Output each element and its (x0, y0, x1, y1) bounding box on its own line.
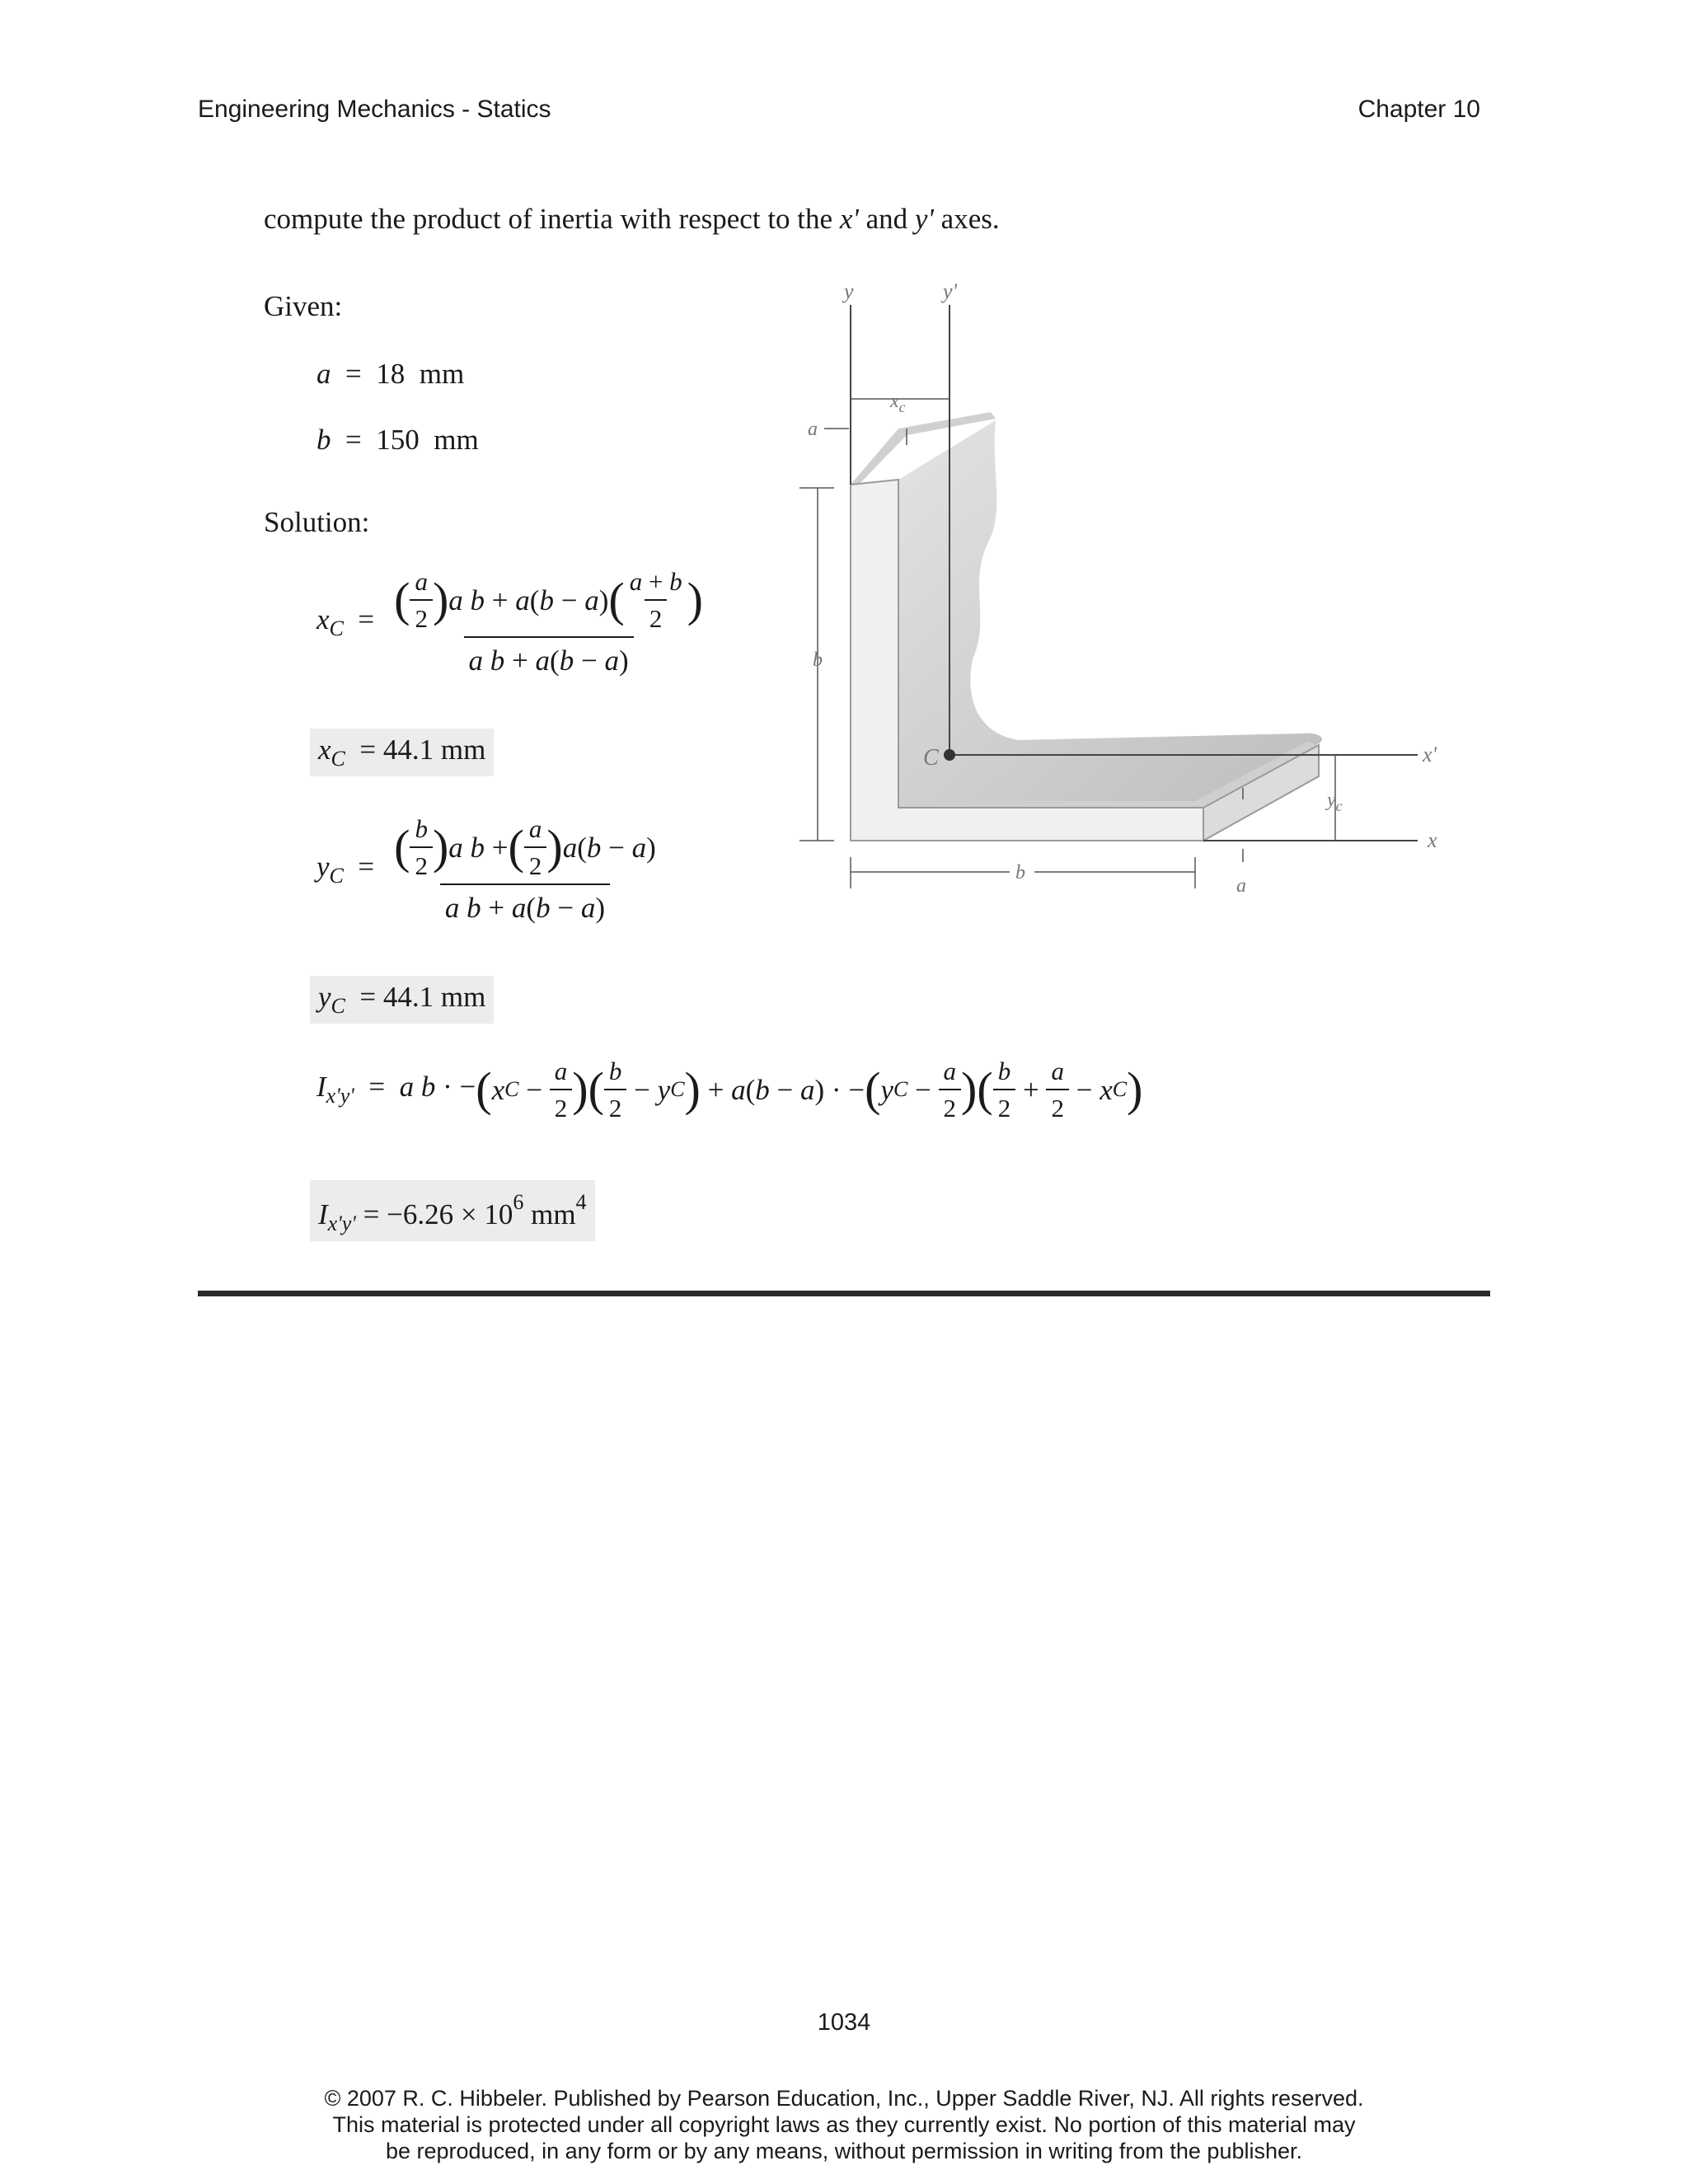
ixy-result-unit-exponent: 4 (575, 1190, 587, 1214)
footer-line-3: be reproduced, in any form or by any means, without permission in writing from the publisher. (385, 2139, 1303, 2163)
given-b-symbol: b (316, 424, 331, 456)
xc-equation: $x_C$ = ( $\frac{a}{2}$ ) a b + a ( b − a ) ( $\frac{a + b}{2}$ ) a b + a(b − a) (316, 567, 703, 677)
given-a-unit: mm (419, 358, 465, 390)
yprime-axis-label: y' (943, 279, 958, 303)
problem-statement (264, 204, 1000, 233)
xc-result: $x_C = 44.1$ mm (310, 729, 494, 776)
yc-result: $y_C = 44.1$ mm (310, 976, 494, 1024)
yc-equation: $y_C$ = ( $\frac{b}{2}$ ) a b + ( $\frac{a}{2}$ ) a ( b − a ) a b + a(b − a) (316, 814, 656, 924)
intro-suffix: axes. (933, 203, 1000, 235)
copyright-footer (0, 2085, 1688, 2164)
b-left-label: b (813, 649, 823, 671)
given-a: a = 18 mm (316, 358, 465, 390)
x-axis-label: x (1428, 828, 1437, 852)
yc-result-value: 44.1 mm (382, 981, 486, 1013)
given-b-value: 150 (376, 424, 420, 456)
yc-dimension-label: $y_c$ (1327, 790, 1343, 814)
ixy-equation: $I_{x'y'} = a$ b · − ( x C − $\frac{a}{2}$ ) ( $\frac{b}{2}$ − y C ) + a(b − a) · − ( y C − $\frac{a}{2}$ ) ( $\frac{b}{2}$ + $\frac{a}{2}$ − x C ) (316, 1057, 1143, 1122)
running-header-chapter: Chapter 10 (1357, 96, 1480, 123)
ixy-result: $I_{x'y'} = -6.26 \times 10^6$ $mm^4$ (310, 1180, 595, 1241)
page-number: 1034 (817, 2009, 871, 2036)
y-axis-label: y (844, 279, 854, 303)
footer-line-2: This material is protected under all copyright laws as they currently exist. No portion of this material may (332, 2112, 1356, 2137)
xc-dimension-label: $x_c$ (890, 391, 906, 415)
section-divider (198, 1291, 1490, 1296)
angle-inner-surface (898, 420, 1322, 808)
intro-mid: and (858, 203, 915, 235)
given-label: Given: (264, 290, 343, 322)
intro-prefix: compute the product of inertia with respect to the (264, 203, 840, 235)
solution-label: Solution: (264, 506, 370, 538)
running-header-title: Engineering Mechanics - Statics (198, 96, 551, 123)
intro-x-axis: x' (839, 203, 859, 235)
b-bottom-label: b (1015, 862, 1025, 883)
ixy-result-unit: mm (531, 1198, 576, 1230)
intro-y-axis: y' (914, 203, 934, 235)
centroid-label: C (923, 745, 939, 771)
given-b-unit: mm (434, 424, 479, 456)
ixy-result-exponent: 6 (513, 1190, 524, 1214)
angle-section-figure (775, 272, 1451, 907)
given-a-symbol: a (316, 358, 331, 390)
centroid-point (944, 749, 955, 761)
ixy-result-coefficient: −6.26 × 10 (387, 1198, 513, 1230)
given-b: b = 150 mm (316, 424, 479, 456)
a-bottom-label: a (1236, 875, 1246, 897)
given-a-value: 18 (376, 358, 406, 390)
xc-result-value: 44.1 mm (382, 733, 486, 766)
footer-line-1: © 2007 R. C. Hibbeler. Published by Pearson Education, Inc., Upper Saddle River, NJ. All rights reserved. (324, 2086, 1364, 2111)
xprime-axis-label: x' (1423, 743, 1437, 766)
a-top-label: a (808, 419, 818, 440)
